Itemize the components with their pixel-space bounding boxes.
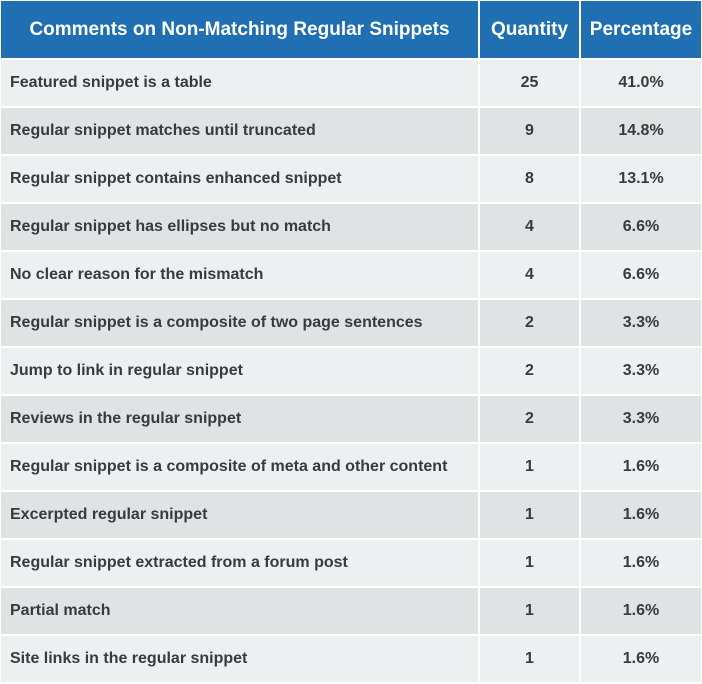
table-row <box>1 443 701 491</box>
quantity-cell: 2 <box>479 299 580 347</box>
quantity-cell: 1 <box>479 587 580 635</box>
table-row <box>1 107 701 155</box>
column-header-comments: Comments on Non-Matching Regular Snippets <box>1 1 479 59</box>
snippet-comments-table <box>1 1 701 684</box>
comment-cell: Regular snippet matches until truncated <box>1 107 479 155</box>
comment-cell: Site links in the regular snippet <box>1 635 479 683</box>
column-header-percentage: Percentage <box>580 1 701 59</box>
percentage-cell: 3.3% <box>580 395 701 443</box>
header-row <box>1 1 701 59</box>
table-row <box>1 155 701 203</box>
table-row <box>1 203 701 251</box>
table-row <box>1 395 701 443</box>
percentage-cell: 3.3% <box>580 347 701 395</box>
column-header-quantity: Quantity <box>479 1 580 59</box>
comment-cell: Featured snippet is a table <box>1 59 479 107</box>
percentage-cell: 6.6% <box>580 251 701 299</box>
quantity-cell: 25 <box>479 59 580 107</box>
comment-cell: Reviews in the regular snippet <box>1 395 479 443</box>
quantity-cell: 2 <box>479 395 580 443</box>
quantity-cell: 1 <box>479 635 580 683</box>
quantity-cell: 4 <box>479 203 580 251</box>
quantity-cell: 8 <box>479 155 580 203</box>
comment-cell: Regular snippet has ellipses but no match <box>1 203 479 251</box>
table-body <box>1 59 701 683</box>
comment-cell: Regular snippet is a composite of meta and other content <box>1 443 479 491</box>
percentage-cell: 1.6% <box>580 539 701 587</box>
table-row <box>1 59 701 107</box>
percentage-cell: 6.6% <box>580 203 701 251</box>
quantity-cell: 9 <box>479 107 580 155</box>
table-row <box>1 587 701 635</box>
quantity-cell: 2 <box>479 347 580 395</box>
quantity-cell: 1 <box>479 491 580 539</box>
table-row <box>1 635 701 683</box>
comment-cell: Regular snippet extracted from a forum post <box>1 539 479 587</box>
comment-cell: Regular snippet is a composite of two page sentences <box>1 299 479 347</box>
quantity-cell: 4 <box>479 251 580 299</box>
table-row <box>1 347 701 395</box>
percentage-cell: 1.6% <box>580 443 701 491</box>
quantity-cell: 1 <box>479 539 580 587</box>
percentage-cell: 1.6% <box>580 587 701 635</box>
comment-cell: No clear reason for the mismatch <box>1 251 479 299</box>
table-row <box>1 491 701 539</box>
comment-cell: Regular snippet contains enhanced snippet <box>1 155 479 203</box>
table-row <box>1 251 701 299</box>
percentage-cell: 1.6% <box>580 635 701 683</box>
percentage-cell: 41.0% <box>580 59 701 107</box>
comment-cell: Excerpted regular snippet <box>1 491 479 539</box>
comment-cell: Partial match <box>1 587 479 635</box>
comment-cell: Jump to link in regular snippet <box>1 347 479 395</box>
percentage-cell: 3.3% <box>580 299 701 347</box>
table-row <box>1 539 701 587</box>
percentage-cell: 1.6% <box>580 491 701 539</box>
table-row <box>1 299 701 347</box>
percentage-cell: 13.1% <box>580 155 701 203</box>
quantity-cell: 1 <box>479 443 580 491</box>
percentage-cell: 14.8% <box>580 107 701 155</box>
